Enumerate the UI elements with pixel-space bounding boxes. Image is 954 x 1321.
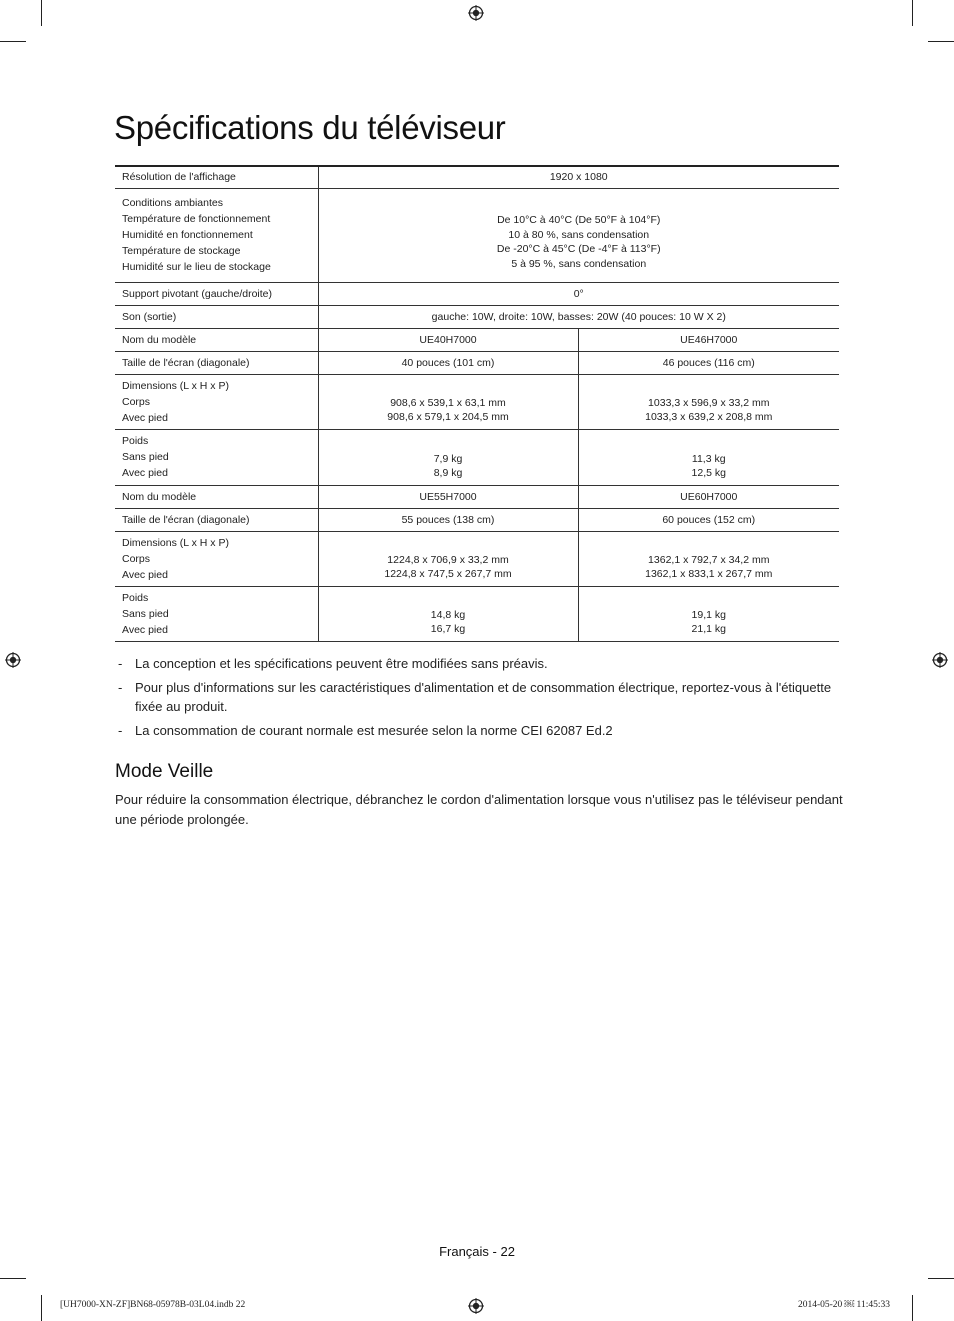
weight-without-stand: 14,8 kg xyxy=(430,608,466,621)
spec-label-line: Humidité sur le lieu de stockage xyxy=(122,261,271,273)
bullet-dash: - xyxy=(118,723,123,738)
list-item xyxy=(115,721,839,740)
weight-value xyxy=(318,586,578,641)
weight-without-stand: 19,1 kg xyxy=(691,608,726,621)
spec-value-line: 5 à 95 %, sans condensation xyxy=(511,257,647,270)
note-text: Pour plus d'informations sur les caractéristiques d'alimentation et de consommation électrique, reportez-vous à l'étiquette fixée au produit. xyxy=(135,680,832,714)
spec-label-line: Humidité en fonctionnement xyxy=(122,229,253,241)
spec-label-line: Sans pied xyxy=(122,451,169,463)
table-row xyxy=(115,282,839,305)
spec-label-line: Avec pied xyxy=(122,411,168,424)
spec-label: Résolution de l'affichage xyxy=(115,166,318,188)
page-title: Spécifications du téléviseur xyxy=(114,109,506,146)
weight-value xyxy=(578,586,839,641)
spec-label-line: Dimensions (L x H x P) xyxy=(122,536,229,549)
spec-label: Support pivotant (gauche/droite) xyxy=(115,282,318,305)
notes-list xyxy=(115,654,839,745)
weight-with-stand: 12,5 kg xyxy=(691,467,726,479)
weight-with-stand: 21,1 kg xyxy=(691,623,726,635)
crop-mark xyxy=(928,1278,954,1279)
spec-label-line: Sans pied xyxy=(122,607,169,620)
spec-label xyxy=(115,531,318,586)
screen-size: 60 pouces (152 cm) xyxy=(578,508,839,531)
dimensions-value xyxy=(578,531,839,586)
model-name: UE60H7000 xyxy=(578,485,839,508)
dimensions-with-stand: 1224,8 x 747,5 x 267,7 mm xyxy=(384,568,512,580)
spec-label-line: Température de fonctionnement xyxy=(122,213,271,225)
dimensions-value xyxy=(318,374,578,429)
screen-size: 46 pouces (116 cm) xyxy=(578,351,839,374)
crop-mark xyxy=(0,1278,26,1279)
registration-mark-icon xyxy=(468,1298,484,1314)
spec-label-line: Conditions ambiantes xyxy=(122,197,223,209)
spec-label-line: Avec pied xyxy=(122,467,168,479)
crop-mark xyxy=(0,41,26,42)
weight-without-stand: 11,3 kg xyxy=(691,452,726,465)
model-name: UE55H7000 xyxy=(318,485,578,508)
table-row xyxy=(115,485,839,508)
dimensions-value xyxy=(318,531,578,586)
table-row xyxy=(115,188,839,282)
spec-label xyxy=(115,374,318,429)
spec-label xyxy=(115,429,318,485)
table-row xyxy=(115,531,839,586)
table-row xyxy=(115,508,839,531)
table-row xyxy=(115,586,839,641)
registration-mark-icon xyxy=(5,652,21,668)
spec-label-line: Dimensions (L x H x P) xyxy=(122,379,229,392)
spec-label: Nom du modèle xyxy=(115,328,318,351)
print-timestamp: 2014-05-20 ￼ 11:45:33 xyxy=(797,1300,890,1310)
specifications-table xyxy=(115,165,839,642)
spec-label-line: Corps xyxy=(122,552,151,565)
table-row xyxy=(115,305,839,328)
weight-value xyxy=(318,429,578,485)
spec-label-line: Poids xyxy=(122,591,149,604)
model-name: UE40H7000 xyxy=(318,328,578,351)
spec-label: Taille de l'écran (diagonale) xyxy=(115,351,318,374)
weight-with-stand: 16,7 kg xyxy=(430,623,466,635)
dimensions-with-stand: 908,6 x 579,1 x 204,5 mm xyxy=(387,411,509,423)
dimensions-body: 1224,8 x 706,9 x 33,2 mm xyxy=(387,553,509,566)
spec-label-line: Avec pied xyxy=(122,568,168,581)
note-text: La consommation de courant normale est mesurée selon la norme CEI 62087 Ed.2 xyxy=(135,723,613,738)
note-text: La conception et les spécifications peuvent être modifiées sans préavis. xyxy=(135,656,548,671)
bullet-dash: - xyxy=(118,680,123,695)
list-item xyxy=(115,654,839,673)
list-item xyxy=(115,678,839,716)
spec-value: gauche: 10W, droite: 10W, basses: 20W (40 pouces: 10 W X 2) xyxy=(318,305,839,328)
screen-size: 55 pouces (138 cm) xyxy=(318,508,578,531)
print-file-info: [UH7000-XN-ZF]BN68-05978B-03L04.indb 22 xyxy=(60,1300,246,1310)
spec-label-line: Corps xyxy=(122,395,151,408)
spec-label-line: Température de stockage xyxy=(122,245,241,257)
dimensions-body: 908,6 x 539,1 x 63,1 mm xyxy=(390,396,506,409)
crop-mark xyxy=(41,1295,42,1321)
dimensions-value xyxy=(578,374,839,429)
dimensions-body: 1362,1 x 792,7 x 34,2 mm xyxy=(648,553,770,566)
crop-mark xyxy=(912,0,913,26)
crop-mark xyxy=(912,1295,913,1321)
table-row xyxy=(115,351,839,374)
bullet-dash: - xyxy=(118,656,123,671)
weight-with-stand: 8,9 kg xyxy=(433,467,463,479)
model-name: UE46H7000 xyxy=(578,328,839,351)
crop-mark xyxy=(928,41,954,42)
spec-label xyxy=(115,188,318,282)
spec-label: Nom du modèle xyxy=(115,485,318,508)
spec-label-line: Poids xyxy=(122,435,149,447)
spec-value xyxy=(318,188,839,282)
section-heading: Mode Veille xyxy=(115,761,214,782)
spec-value: 1920 x 1080 xyxy=(318,166,839,188)
page-number: Français - 22 xyxy=(439,1244,515,1259)
spec-value-line: De 10°C à 40°C (De 50°F à 104°F) xyxy=(497,214,661,226)
registration-mark-icon xyxy=(932,652,948,668)
registration-mark-icon xyxy=(468,5,484,21)
weight-without-stand: 7,9 kg xyxy=(433,452,463,465)
spec-label xyxy=(115,586,318,641)
spec-value-line: 10 à 80 %, sans condensation xyxy=(508,228,650,241)
section-body: Pour réduire la consommation électrique, débranchez le cordon d'alimentation lorsque vous n'utilisez pas le téléviseur pendant une période prolongée. xyxy=(115,792,843,827)
table-row xyxy=(115,374,839,429)
dimensions-body: 1033,3 x 596,9 x 33,2 mm xyxy=(648,396,770,409)
screen-size: 40 pouces (101 cm) xyxy=(318,351,578,374)
spec-label: Taille de l'écran (diagonale) xyxy=(115,508,318,531)
spec-label: Son (sortie) xyxy=(115,305,318,328)
dimensions-with-stand: 1362,1 x 833,1 x 267,7 mm xyxy=(645,568,773,580)
table-row xyxy=(115,328,839,351)
spec-value-line: De -20°C à 45°C (De -4°F à 113°F) xyxy=(496,243,661,255)
crop-mark xyxy=(41,0,42,26)
spec-value: 0° xyxy=(318,282,839,305)
table-row xyxy=(115,166,839,188)
weight-value xyxy=(578,429,839,485)
table-row xyxy=(115,429,839,485)
dimensions-with-stand: 1033,3 x 639,2 x 208,8 mm xyxy=(645,411,773,423)
spec-label-line: Avec pied xyxy=(122,623,168,636)
